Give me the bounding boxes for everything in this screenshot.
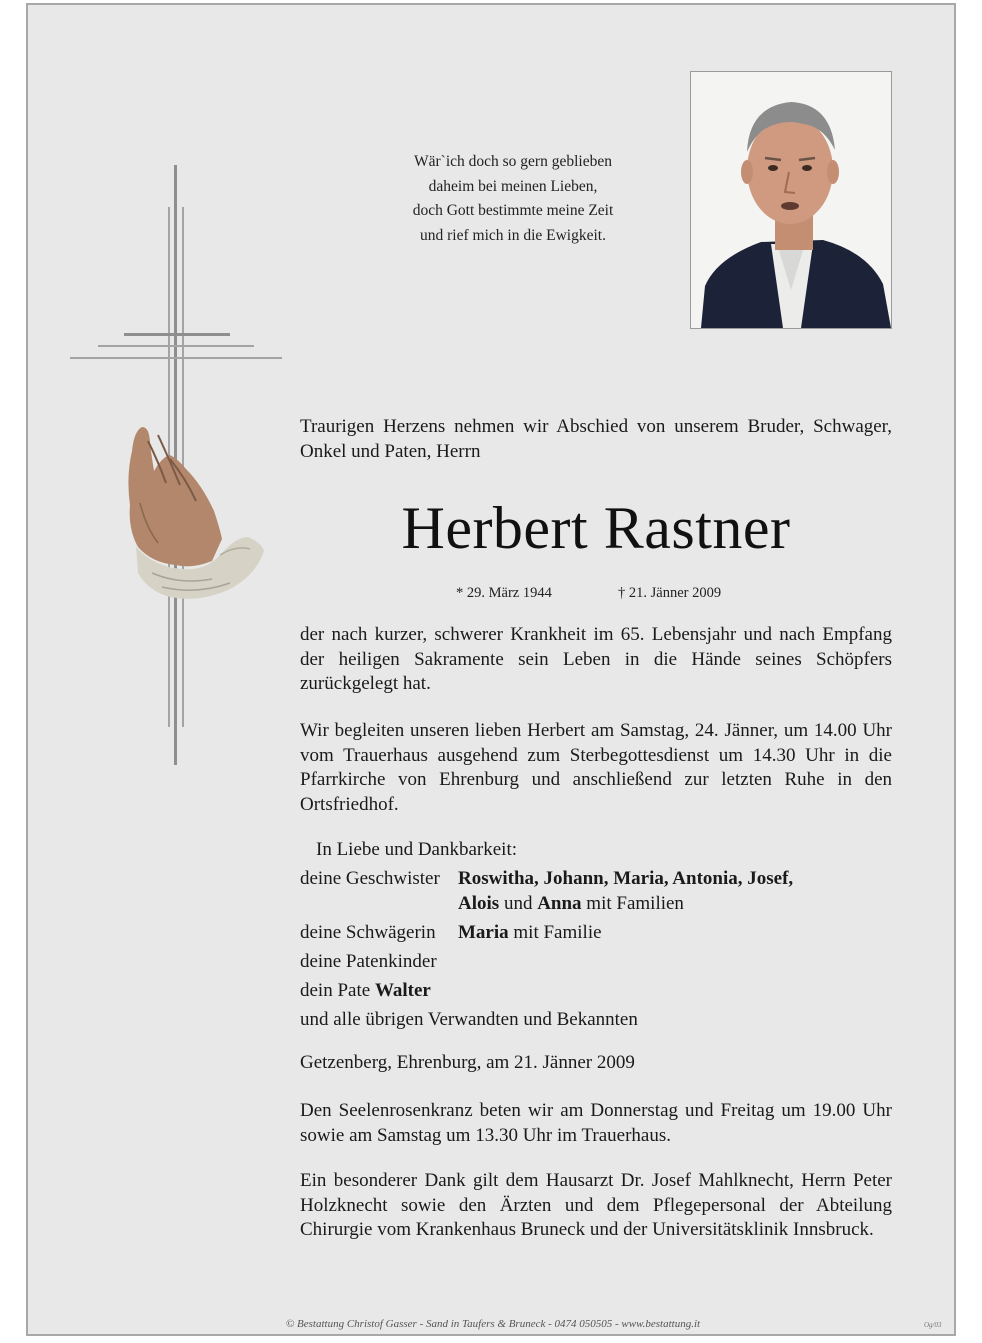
poem-line: Wär`ich doch so gern geblieben bbox=[414, 153, 612, 170]
template-code: Og/03 bbox=[924, 1321, 942, 1329]
family-list bbox=[300, 838, 892, 1032]
others-row: und alle übrigen Verwandten und Bekannten bbox=[300, 1008, 638, 1030]
memorial-poem bbox=[358, 150, 668, 248]
deceased-name: Herbert Rastner bbox=[401, 495, 791, 561]
birth-date: * 29. März 1944 bbox=[456, 585, 552, 601]
intro-text: Traurigen Herzens nehmen wir Abschied von unserem Bruder, Schwager, Onkel und Paten, Herrn bbox=[300, 416, 892, 462]
family-heading: In Liebe und Dankbarkeit: bbox=[316, 839, 518, 860]
poem-line: daheim bei meinen Lieben, bbox=[428, 177, 598, 195]
praying-hands-icon bbox=[128, 427, 264, 599]
sisterinlaw-row: deine Schwägerin Maria mit Familie bbox=[300, 921, 602, 943]
godfather-row: dein Pate Walter bbox=[300, 979, 431, 1001]
siblings-names: Roswitha, Johann, Maria, Antonia, Josef, bbox=[458, 868, 794, 889]
portrait-photo bbox=[690, 71, 892, 329]
siblings-row-2: Alois und Anna mit Familien bbox=[458, 892, 684, 914]
rosary-paragraph: Den Seelenrosenkranz beten wir am Donnerstag und Freitag um 19.00 Uhr sowie am Samstag um 13.30 Uhr im Trauerhaus. bbox=[300, 1100, 892, 1146]
obituary-card bbox=[26, 3, 956, 1336]
siblings-row: deine Geschwister Roswitha, Johann, Maria, Antonia, Josef, bbox=[300, 868, 794, 889]
death-date: † 21. Jänner 2009 bbox=[618, 585, 722, 601]
poem-line: doch Gott bestimmte meine Zeit bbox=[412, 202, 614, 219]
godchildren-row: deine Patenkinder bbox=[300, 950, 437, 972]
cross-with-praying-hands bbox=[70, 165, 282, 765]
place-date: Getzenberg, Ehrenburg, am 21. Jänner 2009 bbox=[300, 1052, 635, 1073]
poem-line: und rief mich in die Ewigkeit. bbox=[420, 226, 606, 244]
passing-paragraph: der nach kurzer, schwerer Krankheit im 65. Lebensjahr und nach Empfang der heiligen Sakramente sein Leben in die Hände seines Schöpfers zurückgelegt hat. bbox=[300, 624, 892, 694]
thanks-paragraph: Ein besonderer Dank gilt dem Hausarzt Dr. Josef Mahlknecht, Herrn Peter Holzknecht sowie den Ärzten und dem Pflegepersonal der Abteilung Chirurgie vom Krankenhaus Bruneck und der Universitätsklinik Innsbruck. bbox=[300, 1170, 892, 1240]
footer-credit: © Bestattung Christof Gasser - Sand in Taufers & Bruneck - 0474 050505 - www.bestattung.it bbox=[285, 1318, 701, 1330]
funeral-paragraph: Wir begleiten unseren lieben Herbert am Samstag, 24. Jänner, um 14.00 Uhr vom Trauerhaus ausgehend zum Sterbegottesdienst um 14.30 Uhr in die Pfarrkirche von Ehrenburg und anschließend zur letzten Ruhe in den Ortsfriedhof. bbox=[300, 720, 892, 815]
